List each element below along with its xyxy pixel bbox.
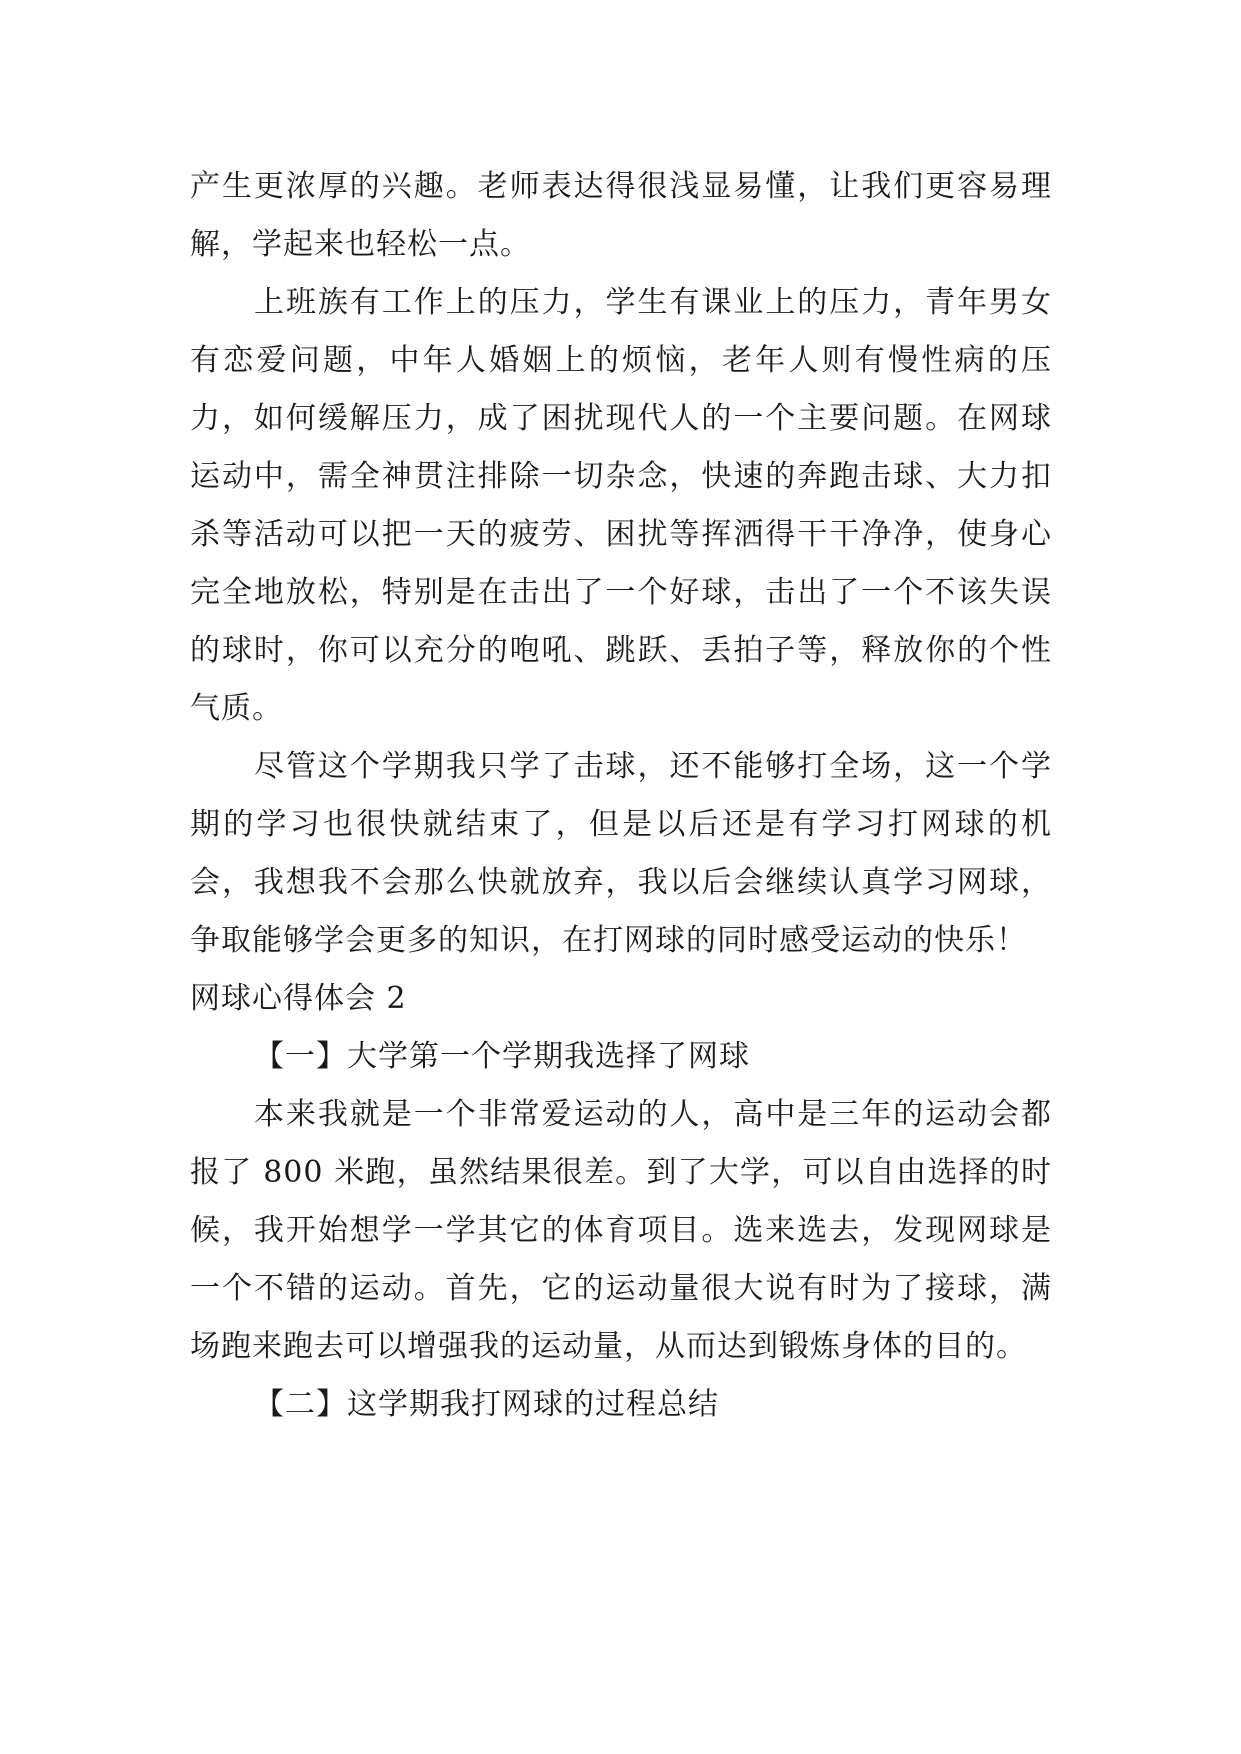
body-paragraph: 本来我就是一个非常爱运动的人，高中是三年的运动会都报了 800 米跑，虽然结果很差。到了大学，可以自由选择的时候，我开始想学一学其它的体育项目。选来选去，发现网球是一个不错的运动。首先，它的运动量很大说有时为了接球，满场跑来跑去可以增强我的运动量，从而达到锻炼身体的目的。 (190, 1097, 1052, 1364)
body-paragraph: 上班族有工作上的压力，学生有课业上的压力，青年男女有恋爱问题，中年人婚姻上的烦恼，老年人则有慢性病的压力，如何缓解压力，成了困扰现代人的一个主要问题。在网球运动中，需全神贯注排除一切杂念，快速的奔跑击球、大力扣杀等活动可以把一天的疲劳、困扰等挥洒得干干净净，使身心完全地放松，特别是在击出了一个好球，击出了一个不该失误的球时，你可以充分的咆吼、跳跃、丢拍子等，释放你的个性气质。 (190, 285, 1052, 726)
subheading: 【一】大学第一个学期我选择了网球 (254, 1039, 750, 1074)
body-paragraph: 尽管这个学期我只学了击球，还不能够打全场，这一个学期的学习也很快就结束了，但是以后还是有学习打网球的机会，我想我不会那么快就放弃，我以后会继续认真学习网球，争取能够学会更多的知识，在打网球的同时感受运动的快乐！ (190, 749, 1052, 958)
document-page (190, 158, 1052, 1434)
body-paragraph: 产生更浓厚的兴趣。老师表达得很浅显易懂，让我们更容易理解，学起来也轻松一点。 (190, 169, 1052, 262)
section-title: 网球心得体会 2 (190, 981, 407, 1016)
subheading: 【二】这学期我打网球的过程总结 (254, 1387, 719, 1422)
